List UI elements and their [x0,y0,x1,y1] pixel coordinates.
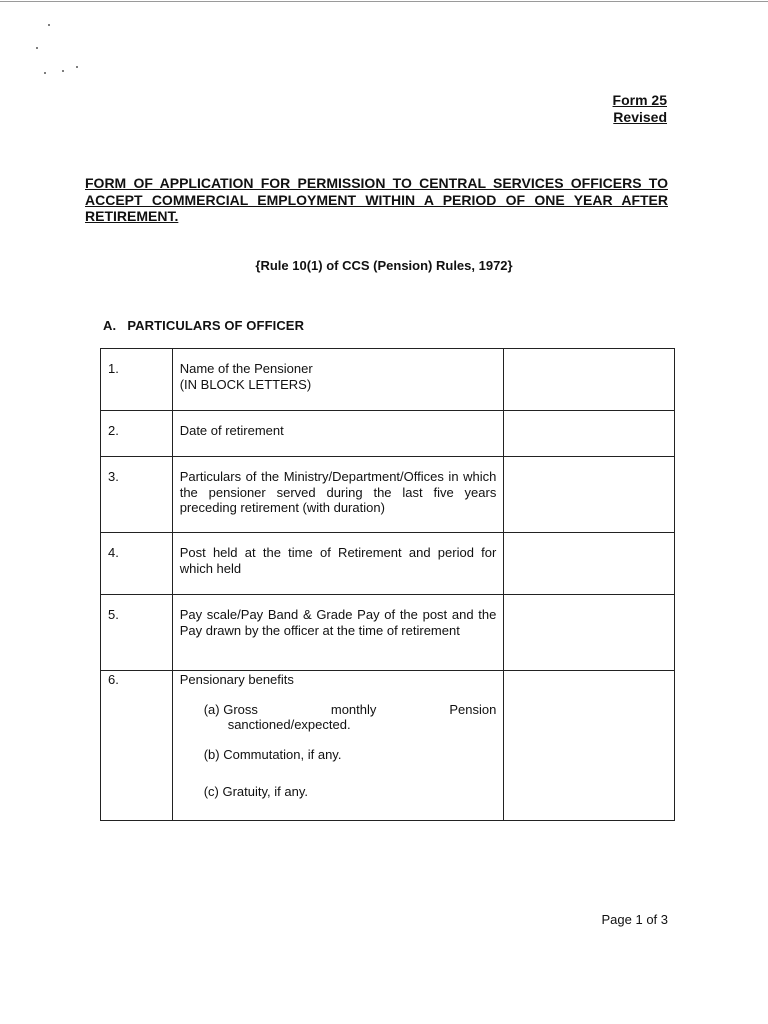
scan-speck [36,47,38,49]
sub-item-b: (b) Commutation, if any. [203,746,342,762]
table-row [101,533,675,595]
table-row [101,671,675,821]
row-label: Post held at the time of Retirement and period for which held [172,533,504,595]
row-number: 5. [101,595,173,671]
table-row [101,457,675,533]
row-label [172,349,504,411]
scan-speck [44,72,46,74]
answer-field-retirement-date[interactable] [504,411,675,457]
scan-speck [62,70,64,72]
sub-a-word: monthly [330,701,377,717]
row-number: 3. [101,457,173,533]
page-number: Page 1 of 3 [601,912,668,927]
form-identifier [613,92,667,126]
scan-top-border [0,1,768,2]
table-row [101,349,675,411]
sub-item-a [180,702,497,733]
label-line: (IN BLOCK LETTERS) [179,376,312,392]
sub-a-word: (a) Gross [203,701,258,717]
row-number: 4. [101,533,173,595]
row-label: Pay scale/Pay Band & Grade Pay of the post and the Pay drawn by the officer at the time of retirement [172,595,504,671]
particulars-table [100,348,675,821]
row-number: 2. [101,411,173,457]
answer-field-pensioner-name[interactable] [504,349,675,411]
label-line: Name of the Pensioner [179,361,313,376]
sub-a-continuation: sanctioned/expected. [227,717,351,732]
row-label: Particulars of the Ministry/Department/Offices in which the pensioner served during the last five years preceding retirement (with duration) [172,457,504,533]
table-row [101,595,675,671]
table-row [101,411,675,457]
sub-a-word: Pension [449,701,497,717]
section-a-heading: A. PARTICULARS OF OFFICER [103,318,305,333]
rule-reference: {Rule 10(1) of CCS (Pension) Rules, 1972} [255,258,513,273]
label-line: Pensionary benefits [179,672,294,687]
answer-field-pay-scale[interactable] [504,595,675,671]
row-label: Date of retirement [172,411,504,457]
form-number: Form 25 [612,92,667,108]
scan-speck [76,66,78,68]
row-label [172,671,504,821]
form-title: FORM OF APPLICATION FOR PERMISSION TO CENTRAL SERVICES OFFICERS TO ACCEPT COMMERCIAL EMPLOYMENT WITHIN A PERIOD OF ONE YEAR AFTER RETIREMENT. [85,175,668,224]
answer-field-post-held[interactable] [504,533,675,595]
row-number: 1. [101,349,173,411]
sub-item-c: (c) Gratuity, if any. [203,784,308,799]
row-number: 6. [101,671,173,821]
form-status: Revised [613,109,667,125]
answer-field-pensionary-benefits[interactable] [504,671,675,821]
answer-field-service-particulars[interactable] [504,457,675,533]
scan-speck [48,24,50,26]
